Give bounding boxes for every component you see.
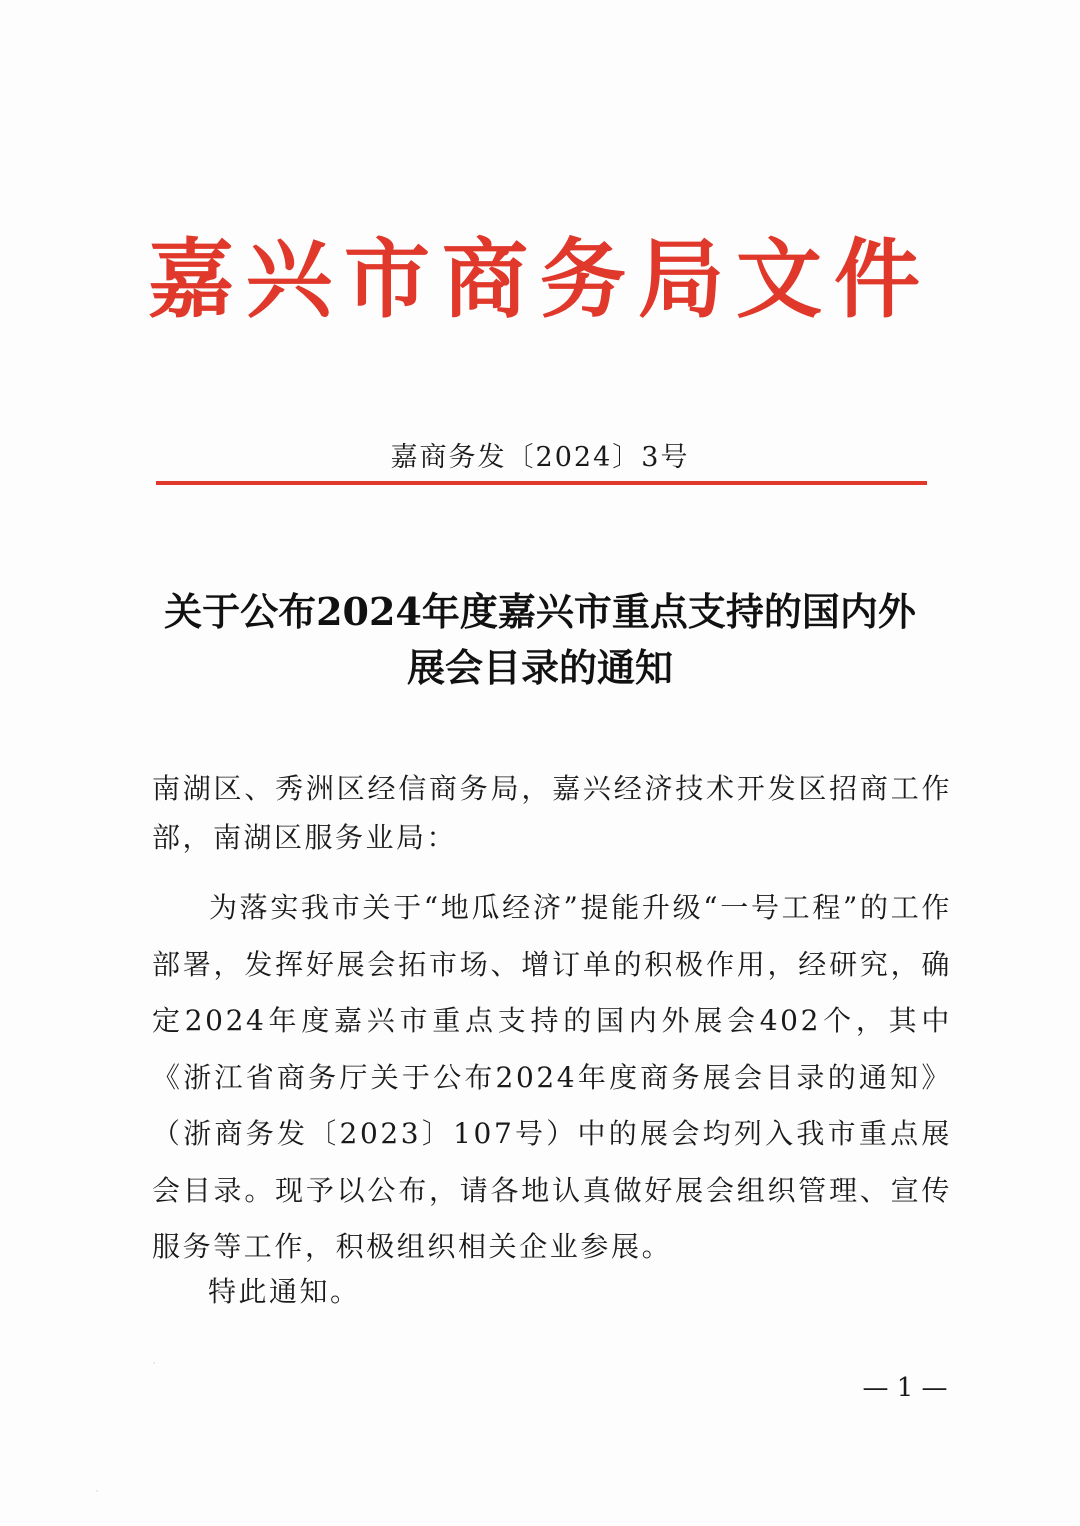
body-paragraph: 为落实我市关于“地瓜经济”提能升级“一号工程”的工作部署，发挥好展会拓市场、增订单的积极作用，经研究，确定2024年度嘉兴市重点支持的国内外展会402个，其中《浙江省商务厅关于公布2024年度商务展会目录的通知》（浙商务发〔2023〕107号）中的展会均列入我市重点展会目录。现予以公布，请各地认真做好展会组织管理、宣传服务等工作，积极组织相关企业参展。 — [152, 891, 952, 1263]
page-number: — 1 — — [862, 1373, 948, 1403]
notice-title-line-1: 关于公布2024年度嘉兴市重点支持的国内外 — [164, 589, 916, 634]
issuer-title: 嘉兴市商务局文件 — [148, 229, 932, 330]
salutation: 南湖区、秀洲区经信商务局，嘉兴经济技术开发区招商工作部，南湖区服务业局： — [152, 772, 952, 854]
closing-line: 特此通知。 — [208, 1275, 361, 1308]
scan-speck — [96, 1490, 98, 1492]
document-number: 嘉商务发〔2024〕3号 — [390, 442, 690, 473]
scan-speck — [153, 1362, 155, 1364]
notice-title — [110, 584, 970, 696]
notice-title-line-2: 展会目录的通知 — [406, 645, 673, 690]
red-separator-line — [156, 481, 927, 485]
